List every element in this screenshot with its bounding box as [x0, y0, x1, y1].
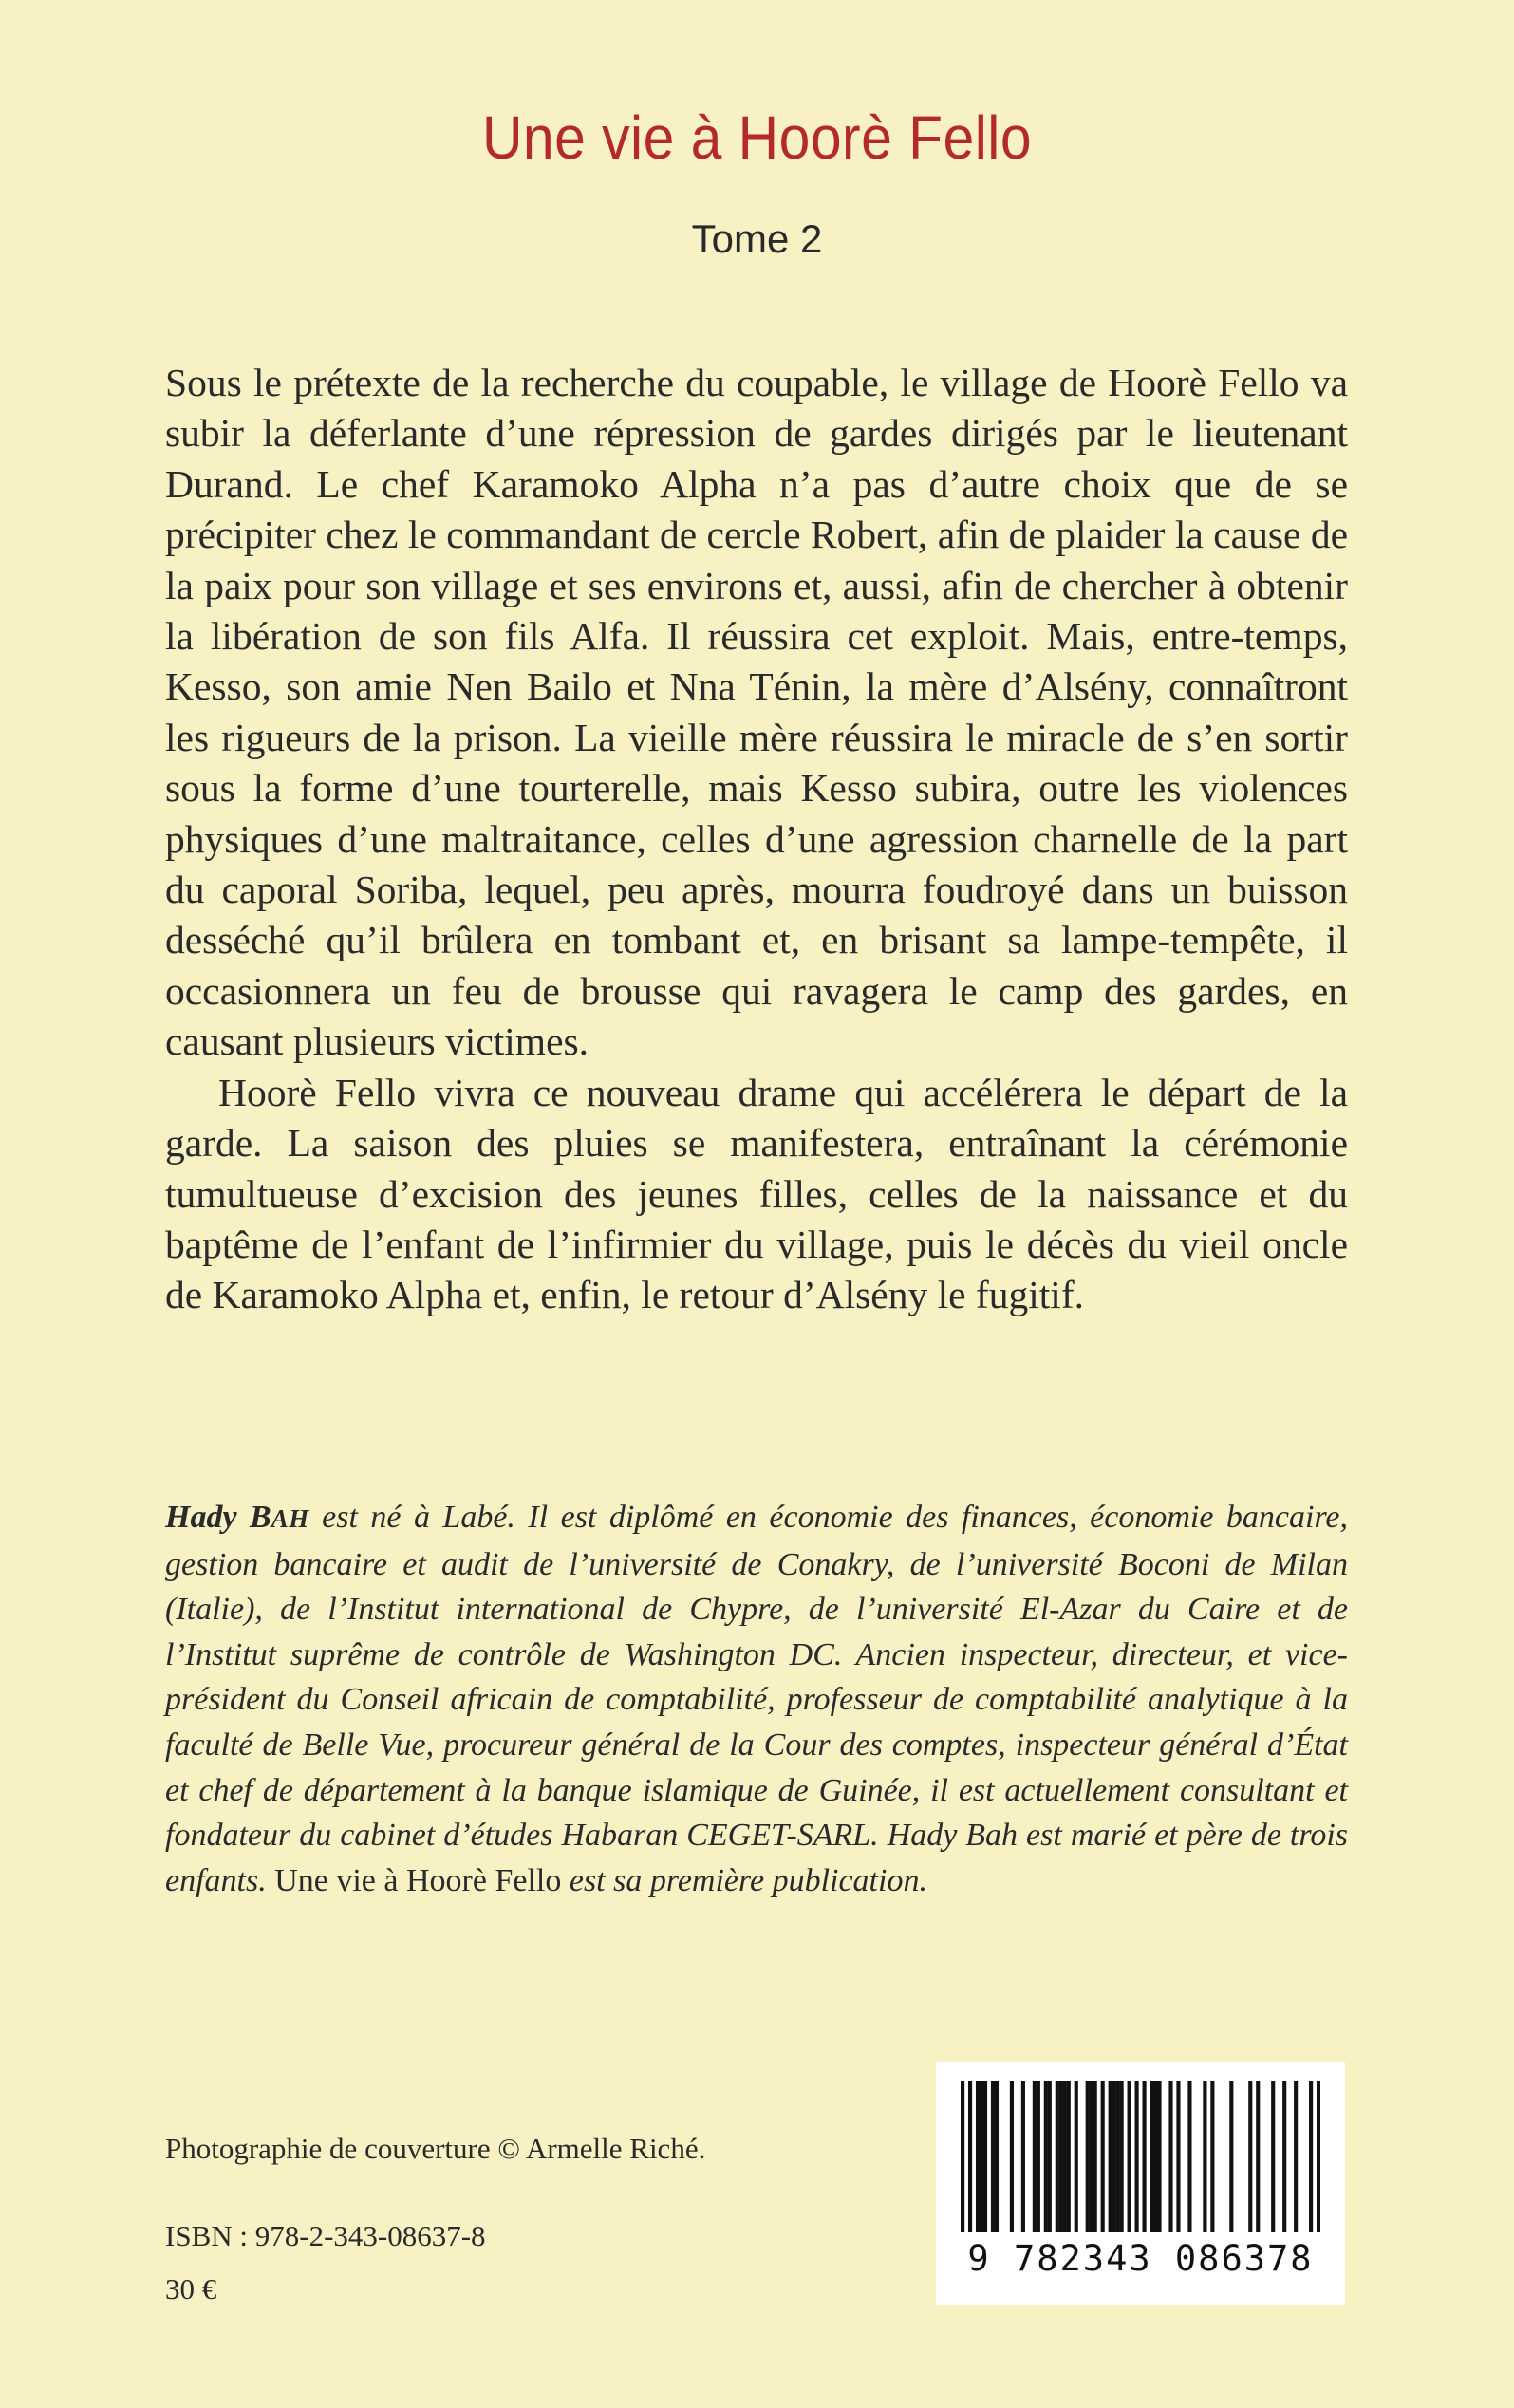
barcode-bars: [961, 2081, 1320, 2232]
barcode-bar: [995, 2081, 999, 2232]
synopsis-paragraph-2: Hoorè Fello vivra ce nouveau drame qui accélérera le départ de la garde. La saison des pluies se manifestera, entraînant la cérémonie tumultueuse d’excision des jeunes filles, celles de la naissance et du baptême de l’enfant de l’infirmier du village, puis le décès du vieil oncle de Karamoko Alpha et, enfin, le retour d’Alsény le fugitif.: [165, 1070, 1348, 1317]
price: 30 €: [165, 2272, 217, 2305]
barcode-bar: [1176, 2081, 1180, 2232]
barcode-bar: [1168, 2081, 1172, 2232]
barcode: [936, 2062, 1345, 2305]
author-name-rest: AH: [271, 1504, 309, 1533]
barcode-bar: [1010, 2081, 1014, 2232]
barcode-bar: [1048, 2081, 1052, 2232]
barcode-bar: [1075, 2081, 1078, 2232]
barcode-bar: [1044, 2081, 1048, 2232]
author-bio: [165, 1495, 1348, 1903]
barcode-bar: [1116, 2081, 1120, 2232]
barcode-bar: [1120, 2081, 1124, 2232]
barcode-bar: [1282, 2081, 1286, 2232]
photo-credit: Photographie de couverture © Armelle Riché.: [165, 2132, 706, 2165]
barcode-bar: [1153, 2081, 1157, 2232]
barcode-bar: [1037, 2081, 1040, 2232]
author-name: [165, 1500, 309, 1535]
bio-book-title: Une vie à Hoorè Fello: [274, 1862, 562, 1898]
barcode-bar: [976, 2081, 980, 2232]
barcode-bar: [983, 2081, 987, 2232]
barcode-bar: [1256, 2081, 1260, 2232]
barcode-bar: [1150, 2081, 1153, 2232]
barcode-bar: [1187, 2081, 1191, 2232]
author-name-first: Hady B: [165, 1500, 271, 1535]
book-subtitle: Tome 2: [691, 216, 823, 261]
barcode-bar: [1093, 2081, 1097, 2232]
barcode-bar: [1056, 2081, 1059, 2232]
barcode-bar: [1157, 2081, 1161, 2232]
barcode-bar: [1067, 2081, 1071, 2232]
book-title: Une vie à Hoorè Fello: [481, 103, 1033, 172]
barcode-bar: [1033, 2081, 1037, 2232]
synopsis: [165, 358, 1348, 1321]
barcode-bar: [1063, 2081, 1067, 2232]
barcode-bar: [1294, 2081, 1298, 2232]
barcode-bar: [1090, 2081, 1093, 2232]
bio-text-2: est sa première publication.: [561, 1862, 927, 1898]
barcode-bar: [991, 2081, 995, 2232]
barcode-bar: [1086, 2081, 1090, 2232]
barcode-bar: [1229, 2081, 1233, 2232]
barcode-bar: [1271, 2081, 1275, 2232]
barcode-bar: [1142, 2081, 1146, 2232]
barcode-bar: [1101, 2081, 1105, 2232]
barcode-bar: [1021, 2081, 1025, 2232]
barcode-bar: [1210, 2081, 1214, 2232]
barcode-bar: [968, 2081, 972, 2232]
isbn: ISBN : 978-2-343-08637-8: [165, 2219, 486, 2252]
barcode-bar: [980, 2081, 983, 2232]
barcode-bar: [1248, 2081, 1252, 2232]
barcode-digits: 9 782343 086378: [967, 2238, 1314, 2279]
synopsis-paragraph-1: Sous le prétexte de la recherche du coupable, le village de Hoorè Fello va subir la déferlante d’une répression de gardes dirigés par le lieutenant Durand. Le chef Karamoko Alpha n’a pas d’autre choix que de se précipiter chez le commandant de cercle Robert, afin de plaider la cause de la paix pour son village et ses environs et, aussi, afin de chercher à obtenir la libération de son fils Alfa. Il réussira cet exploit. Mais, entre-temps, Kesso, son amie Nen Bailo et Nna Ténin, la mère d’Alsény, connaîtront les rigueurs de la prison. La vieille mère réussira le miracle de s’en sortir sous la forme d’une tourterelle, mais Kesso subira, outre les violences physiques d’une maltraitance, celles d’une agression charnelle de la part du caporal Soriba, lequel, peu après, mourra foudroyé dans un buisson desséché qu’il brûlera en tombant et, en brisant sa lampe-tempête, il occasionnera un feu de brousse qui ravagera le camp des gardes, en causant plusieurs victimes.: [165, 361, 1348, 1064]
barcode-bar: [1317, 2081, 1320, 2232]
barcode-bar: [1128, 2081, 1131, 2232]
bio-text-1: est né à Labé. Il est diplômé en économie des finances, économie bancaire, gestion bancaire et audit de l’université de Conakry, de l’université Boconi de Milan (Italie), de l’Institut international de Chypre, de l’université El-Azar du Caire et de l’Institut suprême de contrôle de Washington DC. Ancien inspecteur, directeur, et vice-président du Conseil africain de comptabilité, professeur de comptabilité analytique à la faculté de Belle Vue, procureur général de la Cour des comptes, inspecteur général d’État et chef de département à la banque islamique de Guinée, il est actuellement consultant et fondateur du cabinet d’études Habaran CEGET-SARL. Hady Bah est marié et père de trois enfants.: [165, 1500, 1349, 1898]
barcode-bar: [1059, 2081, 1063, 2232]
barcode-bar: [1135, 2081, 1139, 2232]
barcode-bar: [1309, 2081, 1313, 2232]
barcode-bar: [961, 2081, 964, 2232]
barcode-bar: [1112, 2081, 1116, 2232]
barcode-bar: [1203, 2081, 1206, 2232]
barcode-bar: [1109, 2081, 1112, 2232]
